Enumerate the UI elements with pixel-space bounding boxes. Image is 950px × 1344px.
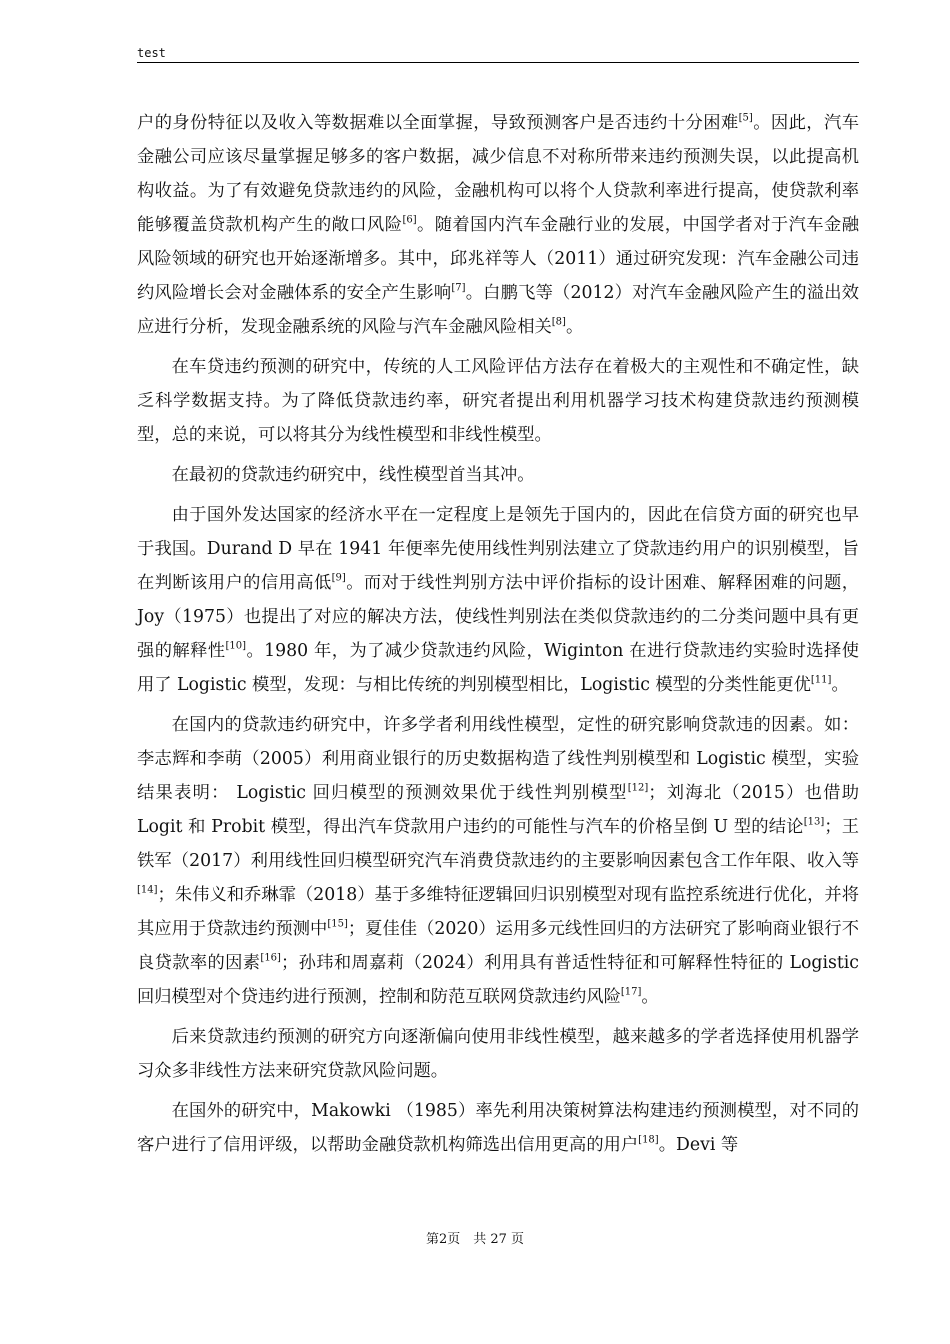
citation-marker: [12]: [627, 782, 649, 794]
citation-marker: [7]: [451, 282, 466, 294]
paragraph-text: 在车贷违约预测的研究中，传统的人工风险评估方法存在着极大的主观性和不确定性，缺乏科学数据支持。为了降低贷款违约率，研究者提出利用机器学习技术构建贷款违约预测模型，总的来说，可以将其分为线性模型和非线性模型。: [137, 357, 859, 445]
citation-marker: [6]: [402, 214, 417, 226]
citation-marker: [10]: [225, 640, 247, 652]
paragraph-text: ；刘海北（2015）也借助 Logit 和 Probit 模型，得出汽车贷款用户违约的可能性与汽车的价格呈倒 U 型的结论: [137, 783, 859, 837]
paragraph-text: 。: [565, 317, 584, 337]
page-header: [137, 46, 859, 63]
paragraph-text: 。随着国内汽车金融行业的发展，中国学者对于汽车金融风险领域的研究也开始逐渐增多。其中，邱兆祥等人（2011）通过研究发现：汽车金融公司违约风险增长会对金融体系的安全产生影响: [137, 215, 859, 303]
paragraph-text: 由于国外发达国家的经济水平在一定程度上是领先于国内的，因此在信贷方面的研究也早于我国。Durand D 早在 1941 年便率先使用线性判别法建立了贷款违约用户的识别模型，旨在判断该用户的信用高低: [137, 505, 859, 593]
citation-marker: [5]: [738, 112, 753, 124]
paragraph-text: ；王铁军（2017）利用线性回归模型研究汽车消费贷款违约的主要影响因素包含工作年限、收入等: [137, 817, 859, 871]
body-paragraph: [137, 1020, 859, 1088]
paragraph-text: 户的身份特征以及收入等数据难以全面掌握，导致预测客户是否违约十分困难: [137, 113, 739, 133]
paragraph-text: 后来贷款违约预测的研究方向逐渐偏向使用非线性模型，越来越多的学者选择使用机器学习众多非线性方法来研究贷款风险问题。: [137, 1027, 859, 1081]
paragraph-text: 。而对于线性判别方法中评价指标的设计困难、解释困难的问题，Joy（1975）也提出了对应的解决方法，使线性判别法在类似贷款违约的二分类问题中具有更强的解释性: [137, 573, 859, 661]
paragraph-text: 在最初的贷款违约研究中，线性模型首当其冲。: [171, 465, 535, 485]
paragraph-text: ；朱伟义和乔琳霏（2018）基于多维特征逻辑回归识别模型对现有监控系统进行优化，并将其应用于贷款违约预测中: [137, 885, 859, 939]
document-body: [137, 106, 859, 1168]
citation-marker: [9]: [331, 572, 346, 584]
body-paragraph: [137, 350, 859, 452]
citation-marker: [8]: [551, 316, 566, 328]
citation-marker: [13]: [803, 816, 825, 828]
header-text: test: [137, 46, 166, 60]
paragraph-text: 在国内的贷款违约研究中，许多学者利用线性模型，定性的研究影响贷款违的因素。如：李志辉和李萌（2005）利用商业银行的历史数据构造了线性判别模型和 Logistic 模型，实验结果表明： Logistic 回归模型的预测效果优于线性判别模型: [137, 715, 859, 803]
paragraph-text: ；孙玮和周嘉莉（2024）利用具有普适性特征和可解释性特征的 Logistic 回归模型对个贷违约进行预测，控制和防范互联网贷款违约风险: [137, 953, 859, 1007]
paragraph-text: 。白鹏飞等（2012）对汽车金融风险产生的溢出效应进行分析，发现金融系统的风险与汽车金融风险相关: [137, 283, 859, 337]
paragraph-text: 。因此，汽车金融公司应该尽量掌握足够多的客户数据，减少信息不对称所带来违约预测失误，以此提高机构收益。为了有效避免贷款违约的风险，金融机构可以将个人贷款利率进行提高，使贷款利率能够覆盖贷款机构产生的敞口风险: [137, 113, 859, 235]
body-paragraph: [137, 708, 859, 1014]
citation-marker: [11]: [810, 674, 832, 686]
body-paragraph: [137, 458, 859, 492]
body-paragraph: [137, 1094, 859, 1162]
paragraph-text: 。: [831, 675, 849, 695]
page-number: 第2页 共 27 页: [425, 1232, 525, 1247]
citation-marker: [16]: [260, 952, 281, 964]
citation-marker: [18]: [638, 1134, 659, 1146]
paragraph-text: 。Devi 等: [658, 1135, 739, 1155]
body-paragraph: [137, 106, 859, 344]
paragraph-text: 。1980 年，为了减少贷款违约风险，Wiginton 在进行贷款违约实验时选择使用了 Logistic 模型，发现：与相比传统的判别模型相比，Logistic 模型的分类性能更优: [137, 641, 859, 695]
citation-marker: [15]: [327, 918, 348, 930]
citation-marker: [14]: [137, 884, 158, 896]
page-footer: [0, 1232, 950, 1248]
citation-marker: [17]: [620, 986, 642, 998]
paragraph-text: 在国外的研究中，Makowki （1985）率先利用决策树算法构建违约预测模型，对不同的客户进行了信用评级，以帮助金融贷款机构筛选出信用更高的用户: [137, 1101, 859, 1155]
paragraph-text: 。: [641, 987, 659, 1007]
paragraph-text: ；夏佳佳（2020）运用多元线性回归的方法研究了影响商业银行不良贷款率的因素: [137, 919, 859, 973]
body-paragraph: [137, 498, 859, 702]
